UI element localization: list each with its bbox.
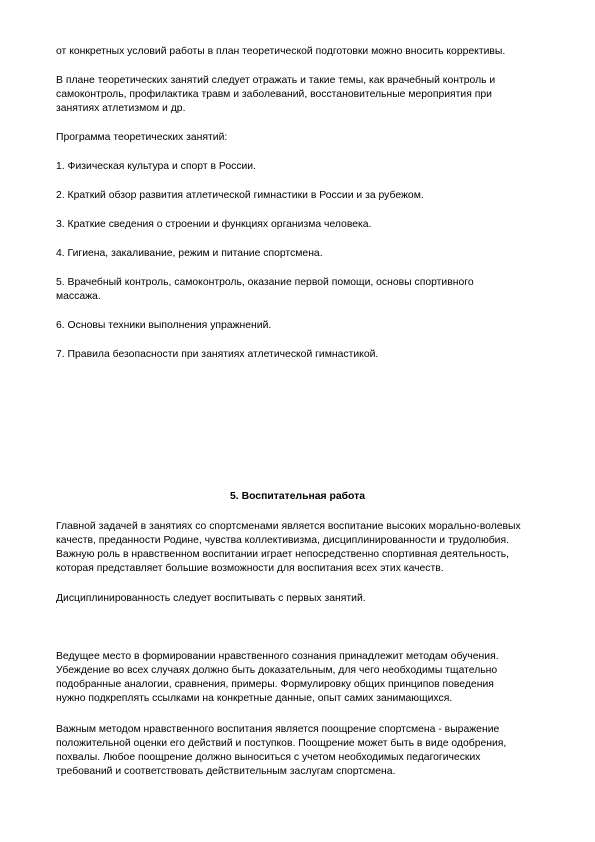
text-line: от конкретных условий работы в план теоретической подготовки можно вносить коррективы.	[56, 46, 506, 57]
paragraph-encouragement	[56, 723, 556, 779]
program-item-5	[56, 276, 556, 304]
program-item-1	[56, 160, 556, 174]
paragraph-intro	[56, 45, 556, 59]
text-line: похвалы. Любое поощрение должно выноситься с учетом необходимых педагогических	[56, 752, 481, 763]
paragraph-theory-topics	[56, 74, 556, 116]
text-line: 2. Краткий обзор развития атлетической гимнастики в России и за рубежом.	[56, 190, 424, 201]
text-line: нужно подкреплять ссылками на конкретные данные, опыт самих занимающихся.	[56, 693, 453, 704]
text-line: положительной оценки его действий и поступков. Поощрение может быть в виде одобрения,	[56, 738, 507, 749]
text-line: В плане теоретических занятий следует отражать и такие темы, как врачебный контроль и	[56, 75, 496, 86]
text-line: 7. Правила безопасности при занятиях атлетической гимнастикой.	[56, 349, 379, 360]
paragraph-methods	[56, 650, 556, 706]
text-line: Ведущее место в формировании нравственного сознания принадлежит методам обучения.	[56, 651, 499, 662]
text-line: 5. Врачебный контроль, самоконтроль, оказание первой помощи, основы спортивного	[56, 277, 474, 288]
text-line: Убеждение во всех случаях должно быть доказательным, для чего необходимы тщательно	[56, 665, 498, 676]
text-line: самоконтроль, профилактика травм и заболеваний, восстановительные мероприятия при	[56, 89, 492, 100]
text-line: массажа.	[56, 291, 101, 302]
paragraph-main-task	[56, 520, 556, 576]
program-title: Программа теоретических занятий:	[56, 132, 228, 143]
text-line: занятиях атлетизмом и др.	[56, 103, 186, 114]
text-line: 4. Гигиена, закаливание, режим и питание спортсмена.	[56, 248, 323, 259]
text-line: Дисциплинированность следует воспитывать с первых занятий.	[56, 593, 366, 604]
program-item-7	[56, 348, 556, 362]
text-line: Важным методом нравственного воспитания является поощрение спортсмена - выражение	[56, 724, 500, 735]
program-item-3	[56, 218, 556, 232]
text-line: требований и соответствовать действительным заслугам спортсмена.	[56, 766, 396, 777]
text-line: 6. Основы техники выполнения упражнений.	[56, 320, 272, 331]
program-item-2	[56, 189, 556, 203]
text-line: которая представляет большие возможности для воспитания всех этих качеств.	[56, 563, 444, 574]
text-line: Важную роль в нравственном воспитании играет непосредственно спортивная деятельность,	[56, 549, 510, 560]
text-line: 3. Краткие сведения о строении и функциях организма человека.	[56, 219, 372, 230]
program-item-6	[56, 319, 556, 333]
text-line: качеств, преданности Родине, чувства коллективизма, дисциплинированности и трудолюбия.	[56, 535, 510, 546]
section-heading: 5. Воспитательная работа	[230, 491, 365, 502]
paragraph-discipline	[56, 592, 556, 606]
text-line: Главной задачей в занятиях со спортсменами является воспитание высоких морально-волевых	[56, 521, 521, 532]
text-line: подобранные аналогии, сравнения, примеры. Формулировку общих принципов поведения	[56, 679, 494, 690]
program-item-4	[56, 247, 556, 261]
text-line: 1. Физическая культура и спорт в России.	[56, 161, 257, 172]
